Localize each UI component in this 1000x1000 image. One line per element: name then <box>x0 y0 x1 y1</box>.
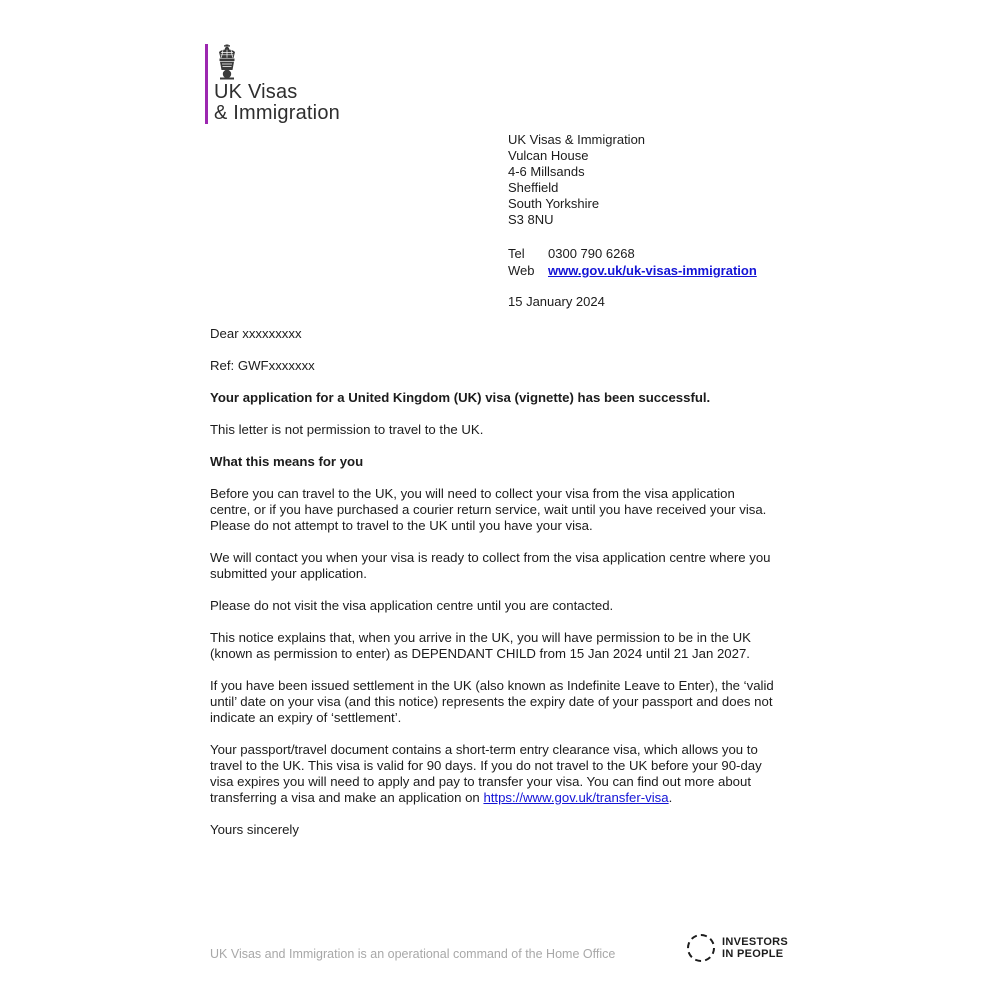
not-permission-note: This letter is not permission to travel to the UK. <box>210 422 484 437</box>
tel-label: Tel <box>508 246 525 261</box>
address-line: South Yorkshire <box>508 196 600 211</box>
closing-sign-off: Yours sincerely <box>210 822 299 837</box>
paragraph-do-not-visit: Please do not visit the visa application centre until you are contacted. <box>210 598 614 613</box>
reference-number: Ref: GWFxxxxxxx <box>210 358 315 373</box>
crown-icon <box>216 44 238 80</box>
logo-purple-bar <box>205 44 208 124</box>
contact-block <box>508 245 757 279</box>
iip-text-line1: INVESTORS <box>722 936 789 948</box>
footer-command-note: UK Visas and Immigration is an operational command of the Home Office <box>210 947 616 961</box>
brand-name-line2: & Immigration <box>214 102 340 124</box>
paragraph-collect-visa: Before you can travel to the UK, you will need to collect your visa from the visa application centre, or if you have purchased a courier return service, wait until you have received your visa. Please do not attempt to travel to the UK until you have your visa. <box>210 486 767 533</box>
paragraph-permission-notice: This notice explains that, when you arrive in the UK, you will have permission to be in the UK (known as permission to enter) as DEPENDANT CHILD from 15 Jan 2024 until 21 Jan 2027. <box>210 630 751 661</box>
transfer-paragraph-suffix: . <box>668 790 673 805</box>
address-line: S3 8NU <box>508 212 554 227</box>
tel-value: 0300 790 6268 <box>548 246 635 261</box>
address-line: Vulcan House <box>508 148 589 163</box>
iip-text-line2: IN PEOPLE <box>722 948 784 960</box>
sender-address-block <box>508 132 645 228</box>
ukvi-logo <box>205 44 340 124</box>
salutation: Dear xxxxxxxxx <box>210 326 302 341</box>
letter-body <box>210 326 774 854</box>
transfer-paragraph-text: Your passport/travel document contains a short-term entry clearance visa, which allows you to travel to the UK. This visa is valid for 90 days. If you do not travel to the UK before your 90-day visa expires you will need to apply and pay to transfer your visa. You can find out more about transferring a visa and make an application on <box>210 742 762 805</box>
paragraph-transfer-visa <box>210 742 774 806</box>
address-line: Sheffield <box>508 180 559 195</box>
investors-in-people-logo <box>687 934 788 962</box>
laurel-wreath-icon <box>687 934 715 962</box>
brand-name-line1: UK Visas <box>214 81 298 103</box>
subject-line: Your application for a United Kingdom (UK) visa (vignette) has been successful. <box>210 390 711 405</box>
transfer-visa-link[interactable]: https://www.gov.uk/transfer-visa <box>483 790 669 805</box>
web-label: Web <box>508 263 535 278</box>
letter-date: 15 January 2024 <box>508 294 605 309</box>
ukvi-website-link[interactable]: www.gov.uk/uk-visas-immigration <box>548 263 757 278</box>
address-line: UK Visas & Immigration <box>508 132 646 147</box>
address-line: 4-6 Millsands <box>508 164 585 179</box>
section-heading: What this means for you <box>210 454 364 469</box>
paragraph-settlement: If you have been issued settlement in the UK (also known as Indefinite Leave to Enter), the ‘valid until’ date on your visa (and this notice) represents the expiry date of your passport and does not indicate an expiry of ‘settlement’. <box>210 678 774 725</box>
paragraph-we-will-contact: We will contact you when your visa is ready to collect from the visa application centre where you submitted your application. <box>210 550 771 581</box>
